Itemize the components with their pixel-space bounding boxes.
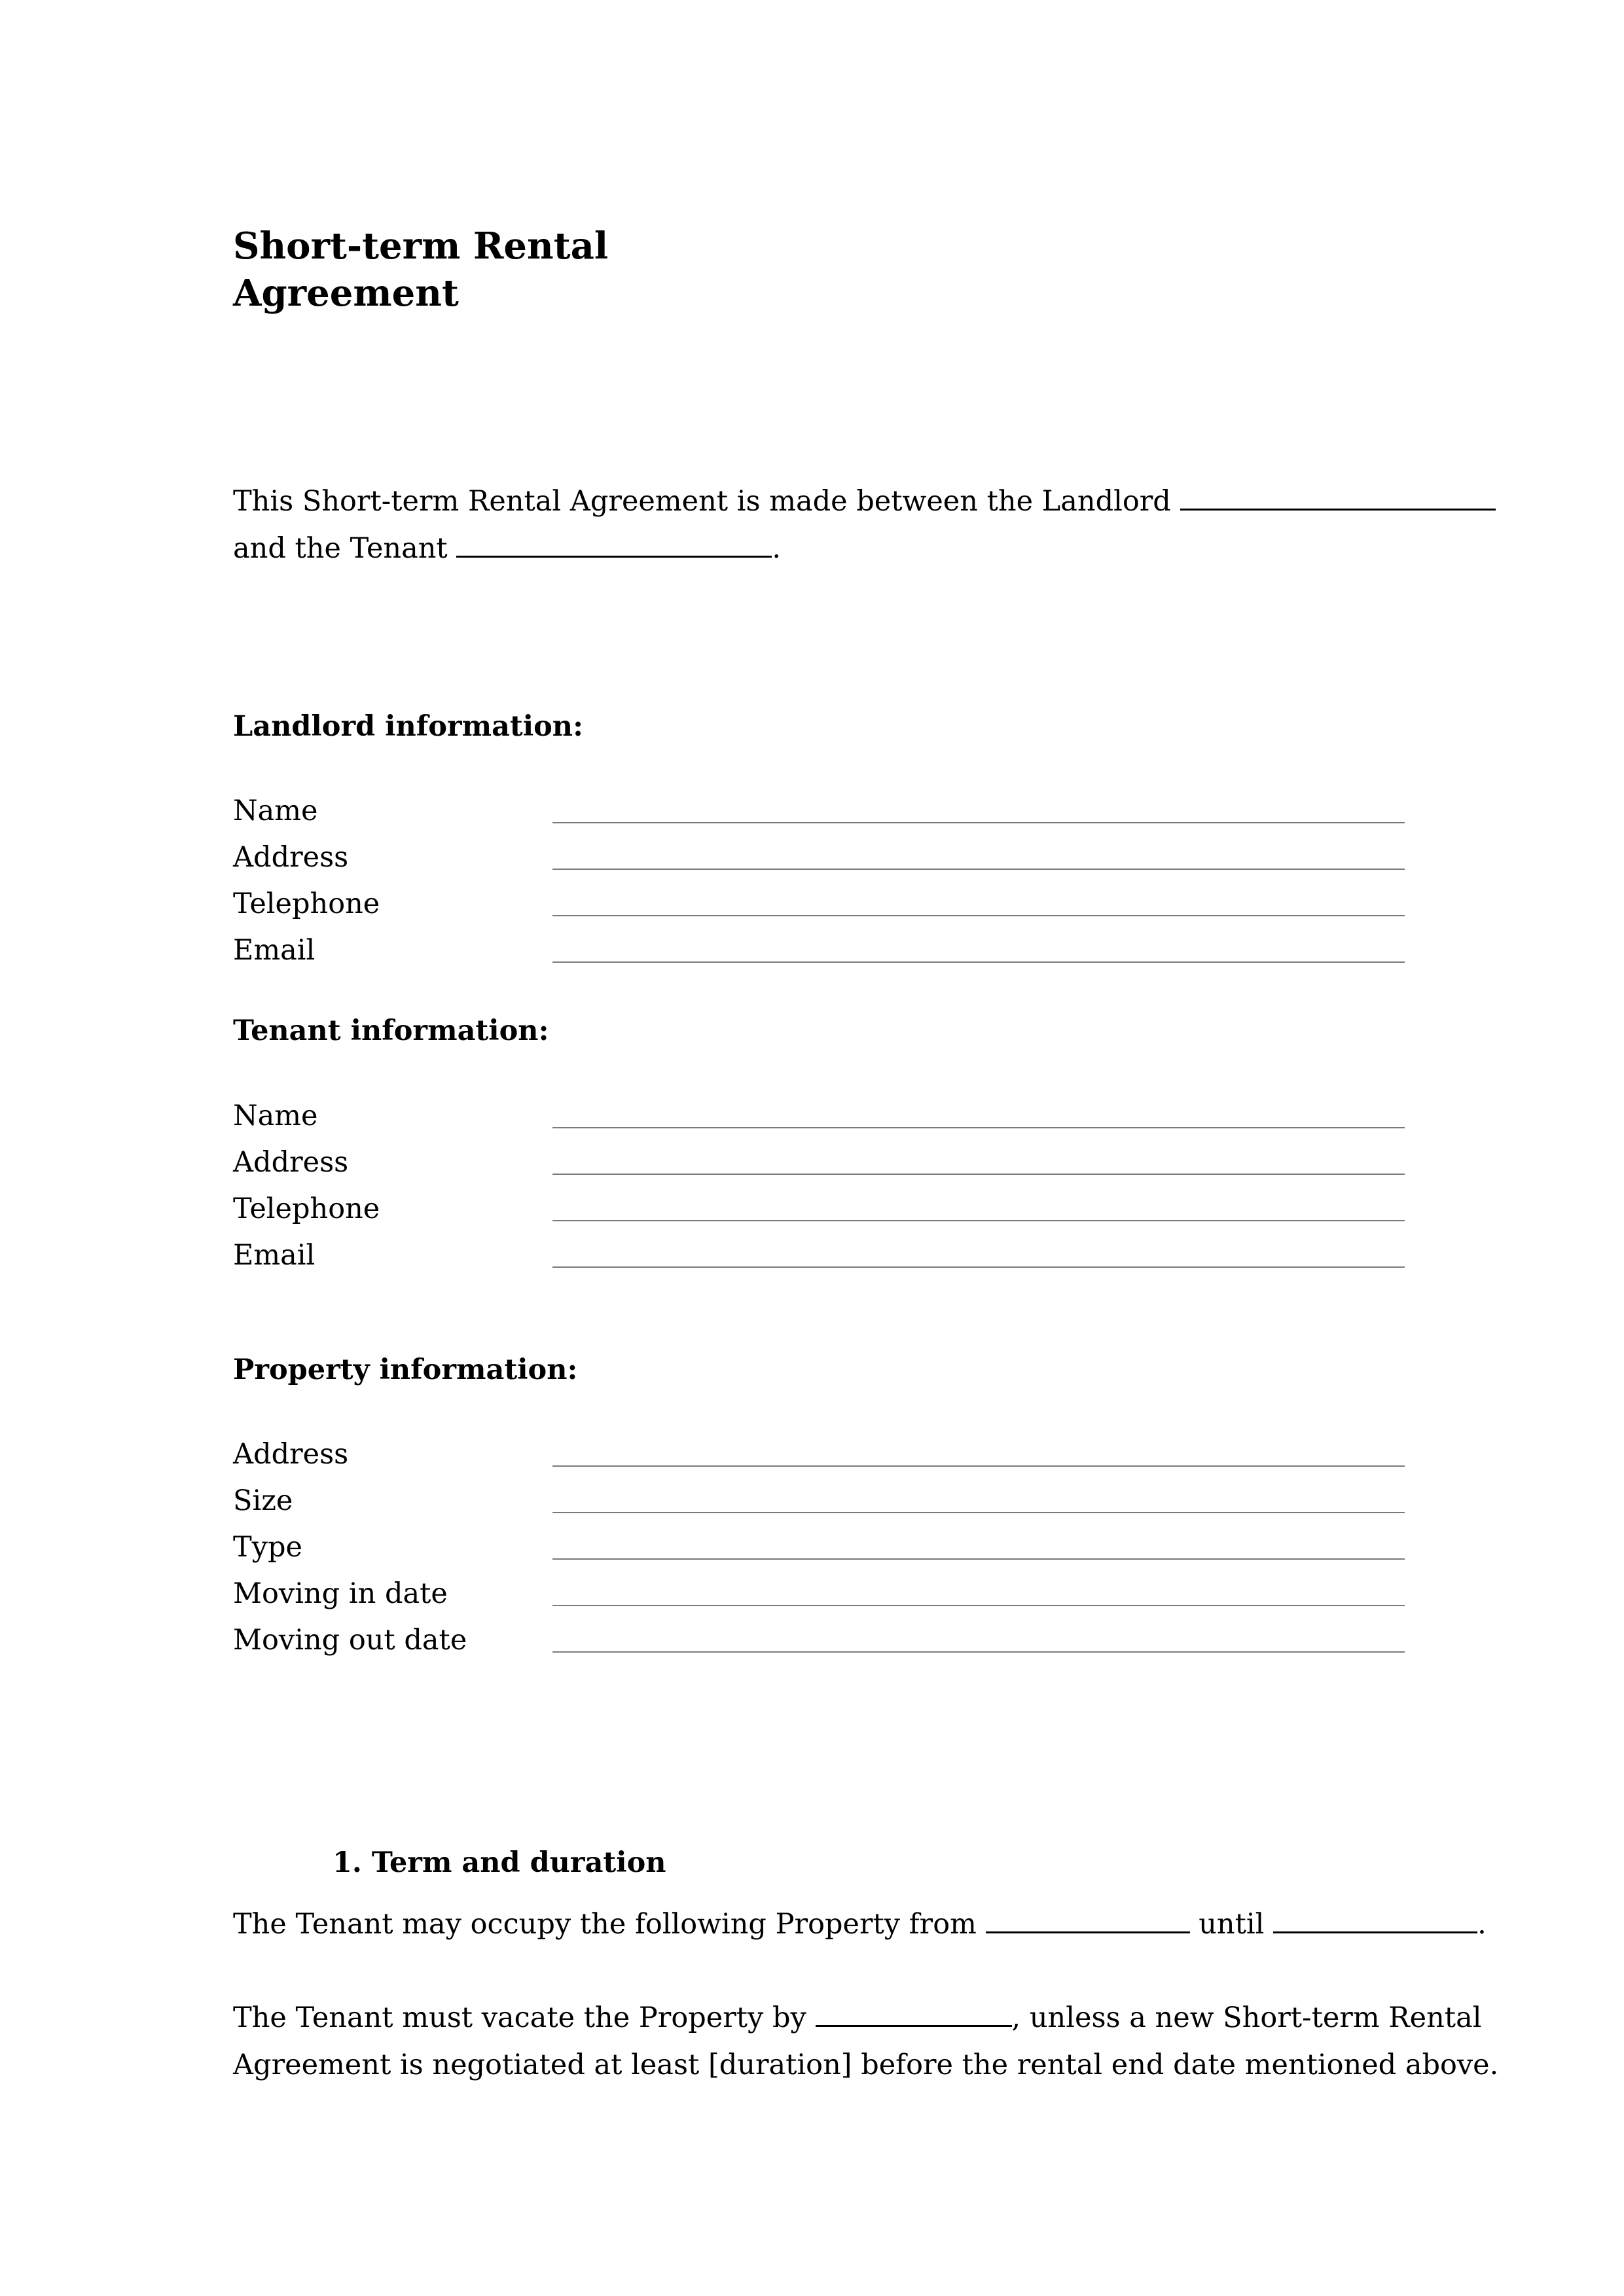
field-label: Email bbox=[233, 934, 316, 967]
vacate-date-blank[interactable] bbox=[816, 1999, 1012, 2027]
intro-paragraph-line-2 bbox=[233, 525, 1398, 572]
field-label: Moving out date bbox=[233, 1624, 467, 1657]
vacate-text-3: Agreement is negotiated at least [duration] before the rental end date mentioned above. bbox=[233, 2049, 1499, 2081]
landlord-address-row bbox=[233, 834, 1405, 880]
tenant-telephone-line[interactable] bbox=[552, 1220, 1405, 1221]
moving-in-date-line[interactable] bbox=[552, 1605, 1405, 1606]
title-line-1: Short-term Rental bbox=[233, 224, 609, 268]
tenant-name-line[interactable] bbox=[552, 1127, 1405, 1128]
section-1-number: 1. bbox=[333, 1846, 362, 1879]
landlord-telephone-row bbox=[233, 881, 1405, 927]
occupy-paragraph bbox=[233, 1901, 1487, 1948]
vacate-text-1: The Tenant must vacate the Property by bbox=[233, 2001, 806, 2034]
tenant-name-row bbox=[233, 1093, 1405, 1139]
moving-in-date-row bbox=[233, 1571, 1405, 1617]
field-label: Size bbox=[233, 1484, 293, 1517]
vacate-paragraph-line-2 bbox=[233, 2041, 1499, 2089]
section-1-title: Term and duration bbox=[371, 1846, 666, 1879]
tenant-email-line[interactable] bbox=[552, 1266, 1405, 1268]
landlord-email-row bbox=[233, 927, 1405, 973]
document-title bbox=[233, 223, 691, 317]
occupy-text-2: until bbox=[1199, 1908, 1265, 1941]
property-heading: Property information: bbox=[233, 1354, 578, 1386]
tenant-telephone-row bbox=[233, 1186, 1405, 1232]
property-size-line[interactable] bbox=[552, 1512, 1405, 1513]
landlord-name-line[interactable] bbox=[552, 822, 1405, 823]
field-label: Moving in date bbox=[233, 1577, 448, 1610]
tenant-email-row bbox=[233, 1232, 1405, 1278]
landlord-email-line[interactable] bbox=[552, 961, 1405, 963]
occupy-end: . bbox=[1477, 1908, 1487, 1941]
landlord-telephone-line[interactable] bbox=[552, 915, 1405, 916]
title-line-2: Agreement bbox=[233, 272, 459, 315]
section-1-heading bbox=[333, 1843, 666, 1882]
vacate-text-2: , unless a new Short-term Rental bbox=[1011, 2001, 1482, 2034]
landlord-address-line[interactable] bbox=[552, 869, 1405, 870]
field-label: Telephone bbox=[233, 1193, 380, 1225]
tenant-address-line[interactable] bbox=[552, 1174, 1405, 1175]
field-label: Name bbox=[233, 1100, 318, 1132]
intro-paragraph-line-1 bbox=[233, 478, 1398, 525]
property-type-line[interactable] bbox=[552, 1558, 1405, 1560]
vacate-paragraph-line-1 bbox=[233, 1994, 1482, 2041]
start-date-blank[interactable] bbox=[986, 1905, 1190, 1933]
landlord-heading: Landlord information: bbox=[233, 710, 583, 743]
property-size-row bbox=[233, 1478, 1405, 1524]
tenant-name-blank[interactable] bbox=[456, 529, 772, 558]
field-label: Telephone bbox=[233, 888, 380, 920]
intro-text-2: and the Tenant bbox=[233, 532, 448, 565]
intro-end: . bbox=[772, 532, 782, 565]
property-address-line[interactable] bbox=[552, 1465, 1405, 1467]
intro-text-1: This Short-term Rental Agreement is made between the Landlord bbox=[233, 485, 1171, 518]
field-label: Address bbox=[233, 1146, 349, 1179]
tenant-heading: Tenant information: bbox=[233, 1014, 549, 1047]
end-date-blank[interactable] bbox=[1273, 1905, 1477, 1933]
field-label: Type bbox=[233, 1531, 302, 1564]
occupy-text-1: The Tenant may occupy the following Property from bbox=[233, 1908, 977, 1941]
moving-out-date-line[interactable] bbox=[552, 1651, 1405, 1653]
landlord-name-blank[interactable] bbox=[1180, 482, 1496, 511]
property-address-row bbox=[233, 1431, 1405, 1477]
tenant-address-row bbox=[233, 1139, 1405, 1185]
landlord-name-row bbox=[233, 788, 1405, 834]
field-label: Address bbox=[233, 841, 349, 874]
field-label: Email bbox=[233, 1239, 316, 1272]
property-type-row bbox=[233, 1524, 1405, 1570]
field-label: Address bbox=[233, 1438, 349, 1471]
field-label: Name bbox=[233, 795, 318, 827]
moving-out-date-row bbox=[233, 1617, 1405, 1663]
